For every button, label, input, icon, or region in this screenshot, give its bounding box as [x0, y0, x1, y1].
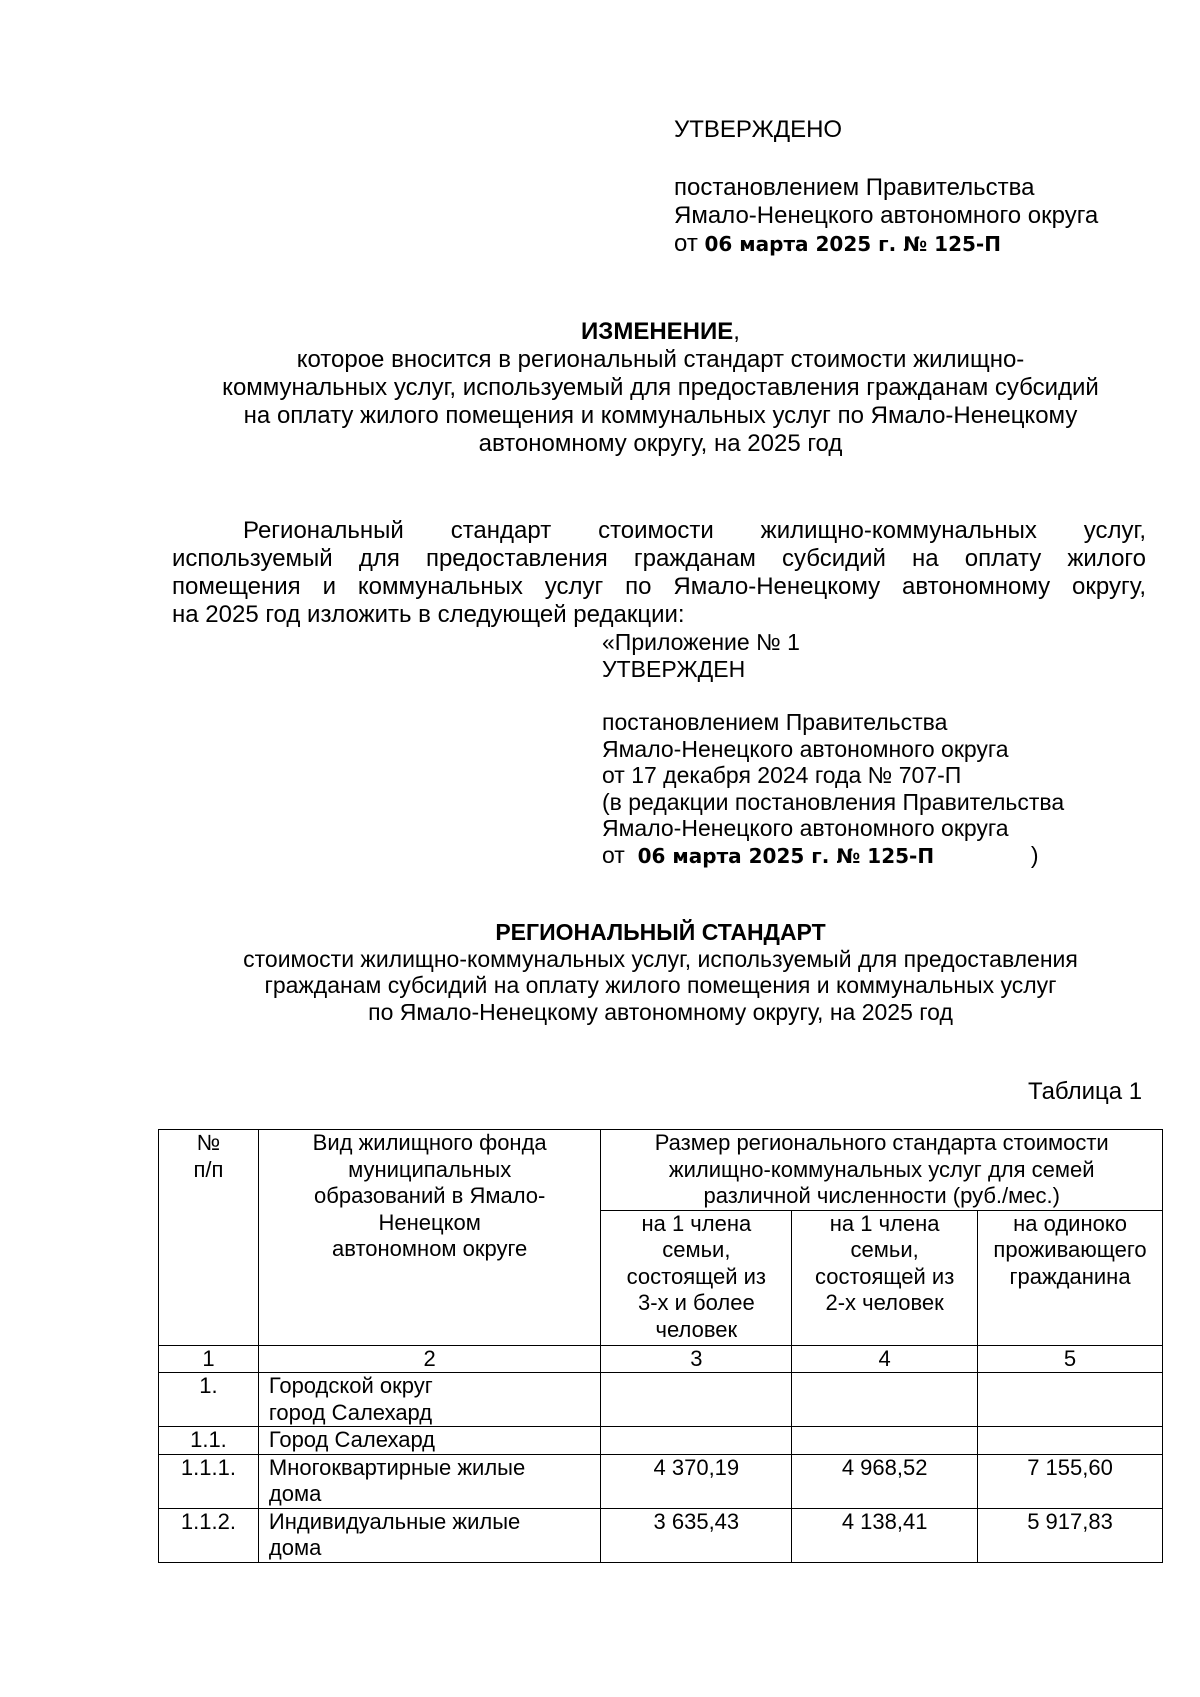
body-line: используемый для предоставления гражданам субсидий на оплату жилого — [172, 545, 1146, 572]
change-subtitle-line: коммунальных услуг, используемый для предоставления гражданам субсидий — [222, 374, 1099, 401]
standard-title: РЕГИОНАЛЬНЫЙ СТАНДАРТ — [495, 919, 826, 945]
row-value-3 — [601, 1427, 792, 1455]
header-type: Вид жилищного фонда муниципальных образований в Ямало- Ненецком автономном округе — [258, 1130, 601, 1346]
table-row — [159, 1508, 1163, 1562]
date-prefix: от — [674, 230, 698, 257]
approval-block — [674, 116, 1098, 258]
appendix-date-prefix: от — [602, 841, 625, 868]
row-value-5 — [978, 1373, 1163, 1427]
table-row — [159, 1427, 1163, 1455]
date-value: 06 марта 2025 г. № 125-П — [704, 232, 1001, 256]
row-value-5: 5 917,83 — [978, 1508, 1163, 1562]
row-name: Индивидуальные жилые дома — [258, 1508, 601, 1562]
standard-table — [158, 1129, 1163, 1563]
body-line: помещения и коммунальных услуг по Ямало-Ненецкому автономному округу, — [172, 573, 1146, 600]
appendix-close-paren: ) — [1030, 841, 1039, 868]
appendix-line: (в редакции постановления Правительства — [602, 788, 1065, 815]
row-value-3: 4 370,19 — [601, 1454, 792, 1508]
header-col4: на 1 члена семьи, состоящей из 2-х человек — [792, 1210, 978, 1345]
appendix-approved: УТВЕРЖДЕН — [602, 655, 746, 682]
change-subtitle-line: которое вносится в региональный стандарт стоимости жилищно- — [296, 346, 1025, 373]
change-title-suffix: , — [733, 318, 740, 345]
col-number: 4 — [792, 1345, 978, 1373]
table-caption: Таблица 1 — [1028, 1078, 1143, 1105]
row-value-3 — [601, 1373, 792, 1427]
body-paragraph — [172, 517, 1146, 629]
approval-line: постановлением Правительства — [674, 174, 1035, 201]
col-number: 2 — [258, 1345, 601, 1373]
body-line-last: на 2025 год изложить в следующей редакции: — [172, 601, 685, 628]
row-value-4 — [792, 1427, 978, 1455]
row-name: Город Салехард — [258, 1427, 601, 1455]
column-number-row — [159, 1345, 1163, 1373]
appendix-line: Ямало-Ненецкого автономного округа — [602, 815, 1009, 841]
standard-line: гражданам субсидий на оплату жилого помещения и коммунальных услуг — [264, 972, 1057, 998]
change-subtitle-line: автономному округу, на 2025 год — [478, 430, 843, 457]
appendix-date-value: 06 марта 2025 г. № 125-П — [637, 843, 935, 868]
appendix-line: постановлением Правительства — [602, 709, 948, 735]
change-heading — [158, 318, 1163, 458]
appendix-line: от 17 декабря 2024 года № 707-П — [602, 762, 962, 788]
table-row — [159, 1454, 1163, 1508]
body-line: Региональный стандарт стоимости жилищно-коммунальных услуг, — [243, 517, 1146, 544]
appendix-label: «Приложение № 1 — [602, 629, 800, 655]
standard-line: стоимости жилищно-коммунальных услуг, используемый для предоставления — [243, 945, 1078, 972]
row-num: 1.1.2. — [159, 1508, 259, 1562]
header-col5: на одиноко проживающего гражданина — [978, 1210, 1163, 1345]
row-num: 1. — [159, 1373, 259, 1427]
header-col3: на 1 члена семьи, состоящей из 3-х и более человек — [601, 1210, 792, 1345]
row-name: Многоквартирные жилые дома — [258, 1454, 601, 1508]
row-name: Городской округ город Салехард — [258, 1373, 601, 1427]
appendix-line: Ямало-Ненецкого автономного округа — [602, 735, 1009, 762]
row-num: 1.1.1. — [159, 1454, 259, 1508]
appendix-date — [602, 842, 1064, 870]
row-value-3: 3 635,43 — [601, 1508, 792, 1562]
approved-label: УТВЕРЖДЕНО — [674, 116, 843, 143]
row-value-4: 4 138,41 — [792, 1508, 978, 1562]
header-size: Размер регионального стандарта стоимости жилищно-коммунальных услуг для семей различной численности (руб./мес.) — [601, 1130, 1163, 1211]
appendix-block — [602, 629, 1064, 869]
row-value-4: 4 968,52 — [792, 1454, 978, 1508]
change-subtitle-line: на оплату жилого помещения и коммунальных услуг по Ямало-Ненецкому — [243, 402, 1078, 429]
col-number: 3 — [601, 1345, 792, 1373]
row-num: 1.1. — [159, 1427, 259, 1455]
change-title: ИЗМЕНЕНИЕ — [581, 318, 734, 345]
standard-heading — [158, 919, 1163, 1025]
col-number: 1 — [159, 1345, 259, 1373]
row-value-4 — [792, 1373, 978, 1427]
row-value-5 — [978, 1427, 1163, 1455]
standard-line: по Ямало-Ненецкому автономному округу, на 2025 год — [368, 998, 953, 1025]
col-number: 5 — [978, 1345, 1163, 1373]
table-row — [159, 1373, 1163, 1427]
approval-line: Ямало-Ненецкого автономного округа — [674, 202, 1099, 229]
row-value-5: 7 155,60 — [978, 1454, 1163, 1508]
header-num: № п/п — [159, 1130, 259, 1346]
approval-date — [674, 230, 1098, 258]
